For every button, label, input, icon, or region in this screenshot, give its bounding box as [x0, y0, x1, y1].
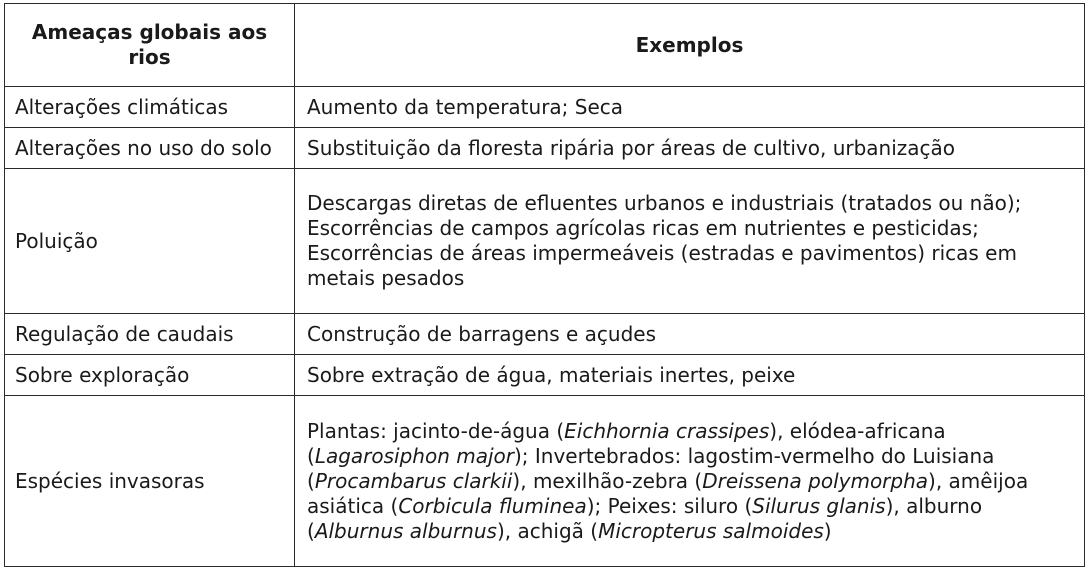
header-examples: Exemplos [295, 4, 1085, 87]
examples-text: ); Invertebrados: lagostim-vermelho do Luisiana ( [307, 443, 995, 493]
table-row [5, 396, 1085, 567]
examples-text: ), mexilhão-zebra ( [512, 468, 703, 493]
examples-line: Escorrências de áreas impermeáveis (estradas e pavimentos) ricas em metais pesados [307, 241, 1017, 290]
species-name: Lagarosiphon major [314, 443, 514, 468]
examples-line: Escorrências de campos agrícolas ricas em nutrientes e pesticidas; [307, 216, 979, 240]
examples-text: ), amêijoa asiática ( [307, 468, 1029, 518]
threat-cell: Poluição [5, 169, 295, 314]
examples-cell [295, 169, 1085, 314]
species-name: Eichhornia crassipes [564, 418, 770, 443]
examples-line: Descargas diretas de efluentes urbanos e industriais (tratados ou não); [307, 191, 1022, 215]
table-row [5, 314, 1085, 355]
header-threat: Ameaças globais aos rios [5, 4, 295, 87]
threat-cell: Sobre exploração [5, 355, 295, 396]
examples-cell: Sobre extração de água, materiais inertes, peixe [295, 355, 1085, 396]
examples-text: ); Peixes: siluro ( [586, 493, 753, 518]
threat-cell: Alterações climáticas [5, 87, 295, 128]
header-row [5, 4, 1085, 87]
species-name: Corbicula fluminea [398, 493, 587, 518]
species-name: Procambarus clarkii [314, 468, 513, 493]
examples-text: ) [823, 518, 832, 543]
threat-cell: Alterações no uso do solo [5, 128, 295, 169]
table-row [5, 87, 1085, 128]
examples-text: ), achigã ( [496, 518, 599, 543]
examples-text: ), alburno ( [307, 493, 983, 543]
species-name: Micropterus salmoides [598, 518, 824, 543]
species-name: Alburnus alburnus [314, 518, 497, 543]
threat-cell: Regulação de caudais [5, 314, 295, 355]
examples-cell: Aumento da temperatura; Seca [295, 87, 1085, 128]
species-name: Dreissena polymorpha [702, 468, 929, 493]
examples-cell [295, 396, 1085, 567]
examples-text: Plantas: jacinto-de-água ( [307, 418, 565, 443]
examples-cell: Construção de barragens e açudes [295, 314, 1085, 355]
examples-text: ), elódea-africana ( [307, 418, 946, 468]
threats-table [4, 3, 1085, 567]
table-row [5, 128, 1085, 169]
examples-cell: Substituição da floresta ripária por áreas de cultivo, urbanização [295, 128, 1085, 169]
table-row [5, 355, 1085, 396]
species-name: Silurus glanis [752, 493, 886, 518]
threat-cell: Espécies invasoras [5, 396, 295, 567]
table-row [5, 169, 1085, 314]
